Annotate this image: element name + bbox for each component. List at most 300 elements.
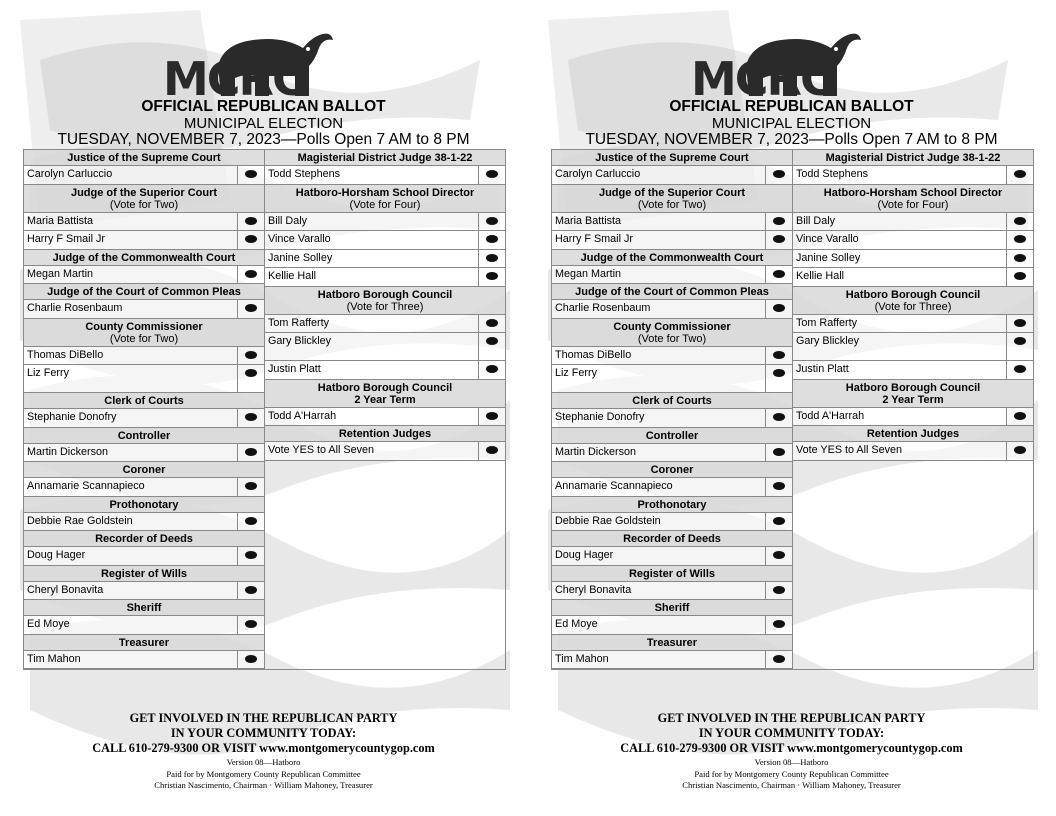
ballot-left-column: [24, 150, 265, 670]
office-heading: [793, 150, 1033, 166]
candidate-name: Bill Daly: [796, 214, 835, 227]
office-heading: [24, 531, 264, 547]
office-heading: [552, 250, 792, 266]
office-title: Retention Judges: [338, 428, 432, 440]
candidate-row[interactable]: [265, 250, 505, 269]
candidate-name: Martin Dickerson: [555, 445, 636, 458]
footer-paid-for: Paid for by Montgomery County Republican Committee: [166, 769, 361, 779]
oval-cell: [1006, 166, 1033, 184]
ballot-table: [23, 149, 506, 670]
oval-cell: [237, 444, 264, 462]
office-heading: [552, 428, 792, 444]
office-heading: [24, 185, 264, 213]
filled-oval-icon[interactable]: [1014, 365, 1026, 373]
filled-oval-icon[interactable]: [773, 369, 785, 377]
candidate-name: Cheryl Bonavita: [27, 583, 104, 596]
office-vote-note: (Vote for Three): [346, 300, 424, 313]
filled-oval-icon[interactable]: [773, 620, 785, 628]
office-heading: [24, 566, 264, 582]
oval-cell: [478, 315, 505, 333]
candidate-row[interactable]: [793, 408, 1033, 427]
office-heading: [24, 635, 264, 651]
office-title: Magisterial District Judge 38-1-22: [825, 152, 1001, 164]
oval-cell: [765, 478, 792, 496]
candidate-name: Annamarie Scannapieco: [27, 480, 145, 492]
filled-oval-icon[interactable]: [773, 170, 785, 178]
office-heading: [552, 600, 792, 616]
oval-cell: [1006, 268, 1033, 286]
oval-cell: [237, 231, 264, 249]
office-title: Judge of the Superior Court: [70, 186, 218, 199]
filled-oval-icon[interactable]: [486, 446, 498, 454]
office-title: County Commissioner: [85, 320, 203, 333]
candidate-row[interactable]: [24, 582, 264, 601]
office-vote-note: (Vote for Two): [109, 332, 179, 345]
oval-cell: [765, 582, 792, 600]
oval-cell: [237, 478, 264, 496]
office-title: Hatboro-Horsham School Director: [823, 186, 1003, 199]
candidate-name: Vote YES to All Seven: [796, 444, 903, 456]
oval-cell: [765, 651, 792, 669]
office-title: Prothonotary: [109, 498, 179, 511]
candidate-row[interactable]: [265, 333, 505, 361]
filled-oval-icon[interactable]: [245, 551, 257, 559]
filled-oval-icon[interactable]: [1014, 272, 1026, 280]
candidate-name: Harry F Smail Jr: [555, 233, 633, 245]
filled-oval-icon[interactable]: [1014, 446, 1026, 454]
office-heading: [793, 287, 1033, 315]
filled-oval-icon[interactable]: [773, 482, 785, 490]
footer-paid-for: Paid for by Montgomery County Republican Committee: [694, 769, 889, 779]
filled-oval-icon[interactable]: [245, 351, 257, 359]
candidate-row[interactable]: [793, 268, 1033, 287]
filled-oval-icon[interactable]: [245, 482, 257, 490]
filled-oval-icon[interactable]: [1014, 412, 1026, 420]
office-title: Treasurer: [646, 636, 698, 649]
candidate-name: Charlie Rosenbaum: [27, 302, 123, 314]
candidate-name: Todd A'Harrah: [796, 409, 865, 422]
filled-oval-icon[interactable]: [773, 270, 785, 278]
candidate-row[interactable]: [24, 478, 264, 497]
candidate-row[interactable]: [552, 166, 792, 185]
candidate-row[interactable]: [265, 408, 505, 427]
office-title: Sheriff: [126, 602, 162, 614]
candidate-row[interactable]: [552, 213, 792, 232]
oval-cell: [237, 266, 264, 284]
filled-oval-icon[interactable]: [245, 304, 257, 312]
office-title: Register of Wills: [100, 567, 188, 580]
ballot-subtitle: MUNICIPAL ELECTION: [183, 115, 344, 132]
filled-oval-icon[interactable]: [773, 586, 785, 594]
candidate-row[interactable]: [793, 231, 1033, 250]
office-heading: [24, 150, 264, 166]
filled-oval-icon[interactable]: [245, 170, 257, 178]
candidate-name: Tom Rafferty: [268, 316, 330, 329]
footer-officers: Christian Nascimento, Chairman · William Mahoney, Treasurer: [682, 780, 901, 790]
filled-oval-icon[interactable]: [486, 235, 498, 243]
office-vote-note: (Vote for Four): [877, 198, 949, 211]
candidate-name: Justin Platt: [796, 363, 849, 375]
candidate-name: Liz Ferry: [27, 367, 69, 379]
candidate-row[interactable]: [552, 231, 792, 250]
candidate-name: Stephanie Donofry: [27, 411, 117, 423]
office-title: Judge of the Commonwealth Court: [52, 251, 236, 264]
office-heading: [24, 393, 264, 409]
mcrc-logo: [163, 26, 363, 106]
office-heading: [24, 497, 264, 513]
filled-oval-icon[interactable]: [1014, 337, 1026, 345]
ballot-left-column: [552, 150, 793, 670]
candidate-name: Annamarie Scannapieco: [555, 480, 673, 492]
candidate-row[interactable]: [265, 166, 505, 185]
oval-cell: [478, 408, 505, 426]
office-title: Recorder of Deeds: [623, 533, 721, 545]
ballot-subtitle: MUNICIPAL ELECTION: [711, 115, 872, 132]
filled-oval-icon[interactable]: [1014, 319, 1026, 327]
oval-cell: [478, 213, 505, 231]
filled-oval-icon[interactable]: [245, 369, 257, 377]
candidate-row[interactable]: [552, 582, 792, 601]
office-title: County Commissioner: [613, 320, 731, 333]
candidate-row[interactable]: [793, 315, 1033, 334]
candidate-row[interactable]: [793, 166, 1033, 185]
oval-cell: [237, 547, 264, 565]
office-title: Judge of the Commonwealth Court: [580, 251, 764, 264]
office-title: Justice of the Supreme Court: [67, 152, 221, 164]
ballot-table: [551, 149, 1034, 670]
footer-cta-line3: CALL 610-279-9300 OR VISIT www.montgomerycountygop.com: [92, 741, 435, 755]
footer-version: Version 08—Hatboro: [226, 757, 301, 767]
candidate-row[interactable]: [552, 365, 792, 393]
candidate-name: Harry F Smail Jr: [27, 233, 105, 245]
footer-cta-line3: CALL 610-279-9300 OR VISIT www.montgomerycountygop.com: [620, 741, 963, 755]
mcrc-logo: [691, 26, 891, 106]
office-heading: [552, 393, 792, 409]
oval-cell: [237, 513, 264, 531]
candidate-row[interactable]: [793, 361, 1033, 380]
oval-cell: [1006, 361, 1033, 379]
candidate-row[interactable]: [24, 213, 264, 232]
candidate-name: Bill Daly: [268, 214, 307, 227]
office-vote-note: (Vote for Three): [874, 300, 952, 313]
ballot-title: OFFICIAL REPUBLICAN BALLOT: [141, 98, 386, 115]
candidate-name: Doug Hager: [555, 549, 614, 561]
filled-oval-icon[interactable]: [245, 448, 257, 456]
oval-cell: [237, 582, 264, 600]
oval-cell: [478, 361, 505, 379]
oval-cell: [478, 166, 505, 184]
oval-cell: [478, 333, 505, 360]
filled-oval-icon[interactable]: [486, 217, 498, 225]
office-title: Recorder of Deeds: [95, 533, 193, 545]
candidate-row[interactable]: [24, 266, 264, 285]
oval-cell: [765, 231, 792, 249]
candidate-name: Liz Ferry: [555, 367, 597, 379]
office-heading: [24, 319, 264, 347]
office-title: Controller: [645, 429, 699, 442]
candidate-name: Kellie Hall: [268, 270, 317, 282]
oval-cell: [1006, 213, 1033, 231]
candidate-name: Charlie Rosenbaum: [555, 302, 651, 314]
candidate-row[interactable]: [552, 266, 792, 285]
filled-oval-icon[interactable]: [486, 170, 498, 178]
candidate-name: Vince Varallo: [268, 233, 331, 245]
candidate-name: Carolyn Carluccio: [555, 168, 641, 180]
candidate-row[interactable]: [24, 547, 264, 566]
candidate-row[interactable]: [265, 361, 505, 380]
candidate-row[interactable]: [24, 616, 264, 635]
office-title: Retention Judges: [866, 428, 960, 440]
office-vote-note: (Vote for Four): [349, 198, 421, 211]
filled-oval-icon[interactable]: [773, 551, 785, 559]
filled-oval-icon[interactable]: [773, 351, 785, 359]
filled-oval-icon[interactable]: [486, 272, 498, 280]
filled-oval-icon[interactable]: [486, 254, 498, 262]
candidate-row[interactable]: [793, 250, 1033, 269]
office-heading: [552, 531, 792, 547]
office-title: Magisterial District Judge 38-1-22: [297, 152, 473, 164]
filled-oval-icon[interactable]: [1014, 235, 1026, 243]
office-title: Hatboro Borough Council: [845, 288, 981, 301]
filled-oval-icon[interactable]: [486, 365, 498, 373]
filled-oval-icon[interactable]: [773, 235, 785, 243]
office-title: Controller: [117, 429, 171, 442]
office-title: Treasurer: [118, 636, 170, 649]
office-heading: [24, 284, 264, 300]
office-heading: [552, 635, 792, 651]
logo-text: MCRC: [163, 52, 304, 106]
filled-oval-icon[interactable]: [245, 270, 257, 278]
oval-cell: [765, 347, 792, 365]
office-title: Judge of the Court of Common Pleas: [47, 286, 241, 298]
filled-oval-icon[interactable]: [773, 217, 785, 225]
filled-oval-icon[interactable]: [245, 235, 257, 243]
oval-cell: [765, 213, 792, 231]
filled-oval-icon[interactable]: [773, 517, 785, 525]
candidate-row[interactable]: [552, 513, 792, 532]
footer-cta-line1: GET INVOLVED IN THE REPUBLICAN PARTY: [129, 711, 398, 725]
candidate-row[interactable]: [552, 547, 792, 566]
candidate-name: Vince Varallo: [796, 233, 859, 245]
office-title: Prothonotary: [637, 498, 707, 511]
candidate-row[interactable]: [265, 213, 505, 232]
oval-cell: [478, 250, 505, 268]
candidate-name: Tom Rafferty: [796, 316, 858, 329]
candidate-name: Justin Platt: [268, 363, 321, 375]
office-title: Register of Wills: [628, 567, 716, 580]
office-heading: [552, 319, 792, 347]
office-title: Coroner: [650, 464, 694, 476]
candidate-row[interactable]: [552, 651, 792, 670]
candidate-name: Todd Stephens: [268, 168, 341, 180]
candidate-row[interactable]: [24, 231, 264, 250]
candidate-name: Todd A'Harrah: [268, 409, 337, 422]
candidate-name: Tim Mahon: [27, 652, 81, 665]
office-vote-note: 2 Year Term: [882, 393, 944, 406]
oval-cell: [765, 166, 792, 184]
candidate-name: Vote YES to All Seven: [268, 444, 375, 456]
candidate-name: Gary Blickley: [268, 335, 331, 347]
office-title: Clerk of Courts: [104, 395, 184, 407]
candidate-name: Ed Moye: [27, 618, 70, 630]
footer-version: Version 08—Hatboro: [754, 757, 829, 767]
ballot-left: [23, 0, 504, 816]
ballot-right: [551, 0, 1032, 816]
office-heading: [552, 462, 792, 478]
oval-cell: [765, 616, 792, 634]
oval-cell: [1006, 442, 1033, 460]
candidate-name: Maria Battista: [555, 214, 622, 227]
candidate-row[interactable]: [24, 300, 264, 319]
office-heading: [265, 380, 505, 408]
office-title: Hatboro Borough Council: [845, 381, 981, 394]
office-vote-note: (Vote for Two): [109, 198, 179, 211]
candidate-row[interactable]: [793, 213, 1033, 232]
office-vote-note: (Vote for Two): [637, 198, 707, 211]
office-title: Judge of the Superior Court: [598, 186, 746, 199]
candidate-name: Stephanie Donofry: [555, 411, 645, 423]
oval-cell: [237, 409, 264, 427]
footer-officers: Christian Nascimento, Chairman · William Mahoney, Treasurer: [154, 780, 373, 790]
office-heading: [265, 185, 505, 213]
filled-oval-icon[interactable]: [1014, 254, 1026, 262]
candidate-name: Doug Hager: [27, 549, 86, 561]
oval-cell: [1006, 315, 1033, 333]
office-heading: [24, 428, 264, 444]
office-heading: [793, 185, 1033, 213]
office-heading: [552, 566, 792, 582]
candidate-name: Janine Solley: [268, 251, 333, 264]
oval-cell: [237, 365, 264, 392]
oval-cell: [765, 266, 792, 284]
office-title: Justice of the Supreme Court: [595, 152, 749, 164]
filled-oval-icon[interactable]: [773, 448, 785, 456]
filled-oval-icon[interactable]: [486, 412, 498, 420]
candidate-row[interactable]: [265, 315, 505, 334]
filled-oval-icon[interactable]: [245, 413, 257, 421]
office-title: Coroner: [122, 464, 166, 476]
oval-cell: [237, 616, 264, 634]
office-heading: [24, 462, 264, 478]
footer-cta-line2: IN YOUR COMMUNITY TODAY:: [698, 726, 885, 740]
candidate-name: Carolyn Carluccio: [27, 168, 113, 180]
candidate-name: Debbie Rae Goldstein: [555, 514, 661, 527]
candidate-row[interactable]: [793, 333, 1033, 361]
office-title: Hatboro Borough Council: [317, 381, 453, 394]
office-heading: [552, 150, 792, 166]
oval-cell: [1006, 333, 1033, 360]
candidate-row[interactable]: [24, 444, 264, 463]
filled-oval-icon[interactable]: [773, 413, 785, 421]
candidate-name: Kellie Hall: [796, 270, 845, 282]
oval-cell: [478, 442, 505, 460]
ballot-right-column: [265, 150, 506, 670]
candidate-name: Todd Stephens: [796, 168, 869, 180]
filled-oval-icon[interactable]: [486, 337, 498, 345]
oval-cell: [1006, 250, 1033, 268]
oval-cell: [1006, 408, 1033, 426]
candidate-row[interactable]: [24, 166, 264, 185]
office-vote-note: 2 Year Term: [354, 393, 416, 406]
election-date: TUESDAY, NOVEMBER 7, 2023—Polls Open 7 AM to 8 PM: [585, 131, 998, 148]
oval-cell: [237, 166, 264, 184]
candidate-row[interactable]: [265, 442, 505, 461]
filled-oval-icon[interactable]: [1014, 170, 1026, 178]
filled-oval-icon[interactable]: [773, 655, 785, 663]
oval-cell: [237, 651, 264, 669]
filled-oval-icon[interactable]: [245, 620, 257, 628]
election-date: TUESDAY, NOVEMBER 7, 2023—Polls Open 7 AM to 8 PM: [57, 131, 470, 148]
candidate-name: Megan Martin: [555, 267, 622, 280]
candidate-row[interactable]: [793, 442, 1033, 461]
oval-cell: [765, 444, 792, 462]
candidate-name: Ed Moye: [555, 618, 598, 630]
filled-oval-icon[interactable]: [773, 304, 785, 312]
candidate-row[interactable]: [265, 231, 505, 250]
oval-cell: [765, 300, 792, 318]
candidate-row[interactable]: [24, 409, 264, 428]
candidate-row[interactable]: [552, 616, 792, 635]
candidate-row[interactable]: [552, 444, 792, 463]
filled-oval-icon[interactable]: [245, 655, 257, 663]
office-title: Hatboro Borough Council: [317, 288, 453, 301]
ballot-right-column: [793, 150, 1034, 670]
candidate-row[interactable]: [24, 513, 264, 532]
candidate-row[interactable]: [552, 409, 792, 428]
oval-cell: [237, 213, 264, 231]
oval-cell: [765, 409, 792, 427]
oval-cell: [478, 268, 505, 286]
candidate-row[interactable]: [24, 365, 264, 393]
ballot-title: OFFICIAL REPUBLICAN BALLOT: [669, 98, 914, 115]
footer-cta-line2: IN YOUR COMMUNITY TODAY:: [170, 726, 357, 740]
candidate-name: Cheryl Bonavita: [555, 583, 632, 596]
oval-cell: [765, 547, 792, 565]
candidate-row[interactable]: [552, 300, 792, 319]
logo-text: MCRC: [691, 52, 832, 106]
office-heading: [793, 426, 1033, 442]
candidate-row[interactable]: [265, 268, 505, 287]
filled-oval-icon[interactable]: [245, 217, 257, 225]
candidate-name: Tim Mahon: [555, 652, 609, 665]
office-heading: [265, 426, 505, 442]
office-title: Clerk of Courts: [632, 395, 712, 407]
filled-oval-icon[interactable]: [245, 586, 257, 594]
candidate-name: Martin Dickerson: [27, 445, 108, 458]
candidate-row[interactable]: [24, 651, 264, 670]
candidate-name: Debbie Rae Goldstein: [27, 514, 133, 527]
oval-cell: [237, 300, 264, 318]
filled-oval-icon[interactable]: [486, 319, 498, 327]
oval-cell: [765, 513, 792, 531]
office-title: Hatboro-Horsham School Director: [295, 186, 475, 199]
filled-oval-icon[interactable]: [1014, 217, 1026, 225]
oval-cell: [237, 347, 264, 365]
oval-cell: [1006, 231, 1033, 249]
office-title: Judge of the Court of Common Pleas: [575, 286, 769, 298]
candidate-row[interactable]: [24, 347, 264, 366]
office-title: Sheriff: [654, 602, 690, 614]
office-heading: [552, 284, 792, 300]
candidate-row[interactable]: [552, 478, 792, 497]
office-heading: [265, 287, 505, 315]
candidate-row[interactable]: [552, 347, 792, 366]
office-heading: [793, 380, 1033, 408]
candidate-name: Thomas DiBello: [555, 348, 632, 361]
footer-cta-line1: GET INVOLVED IN THE REPUBLICAN PARTY: [657, 711, 926, 725]
filled-oval-icon[interactable]: [245, 517, 257, 525]
candidate-name: Gary Blickley: [796, 335, 859, 347]
